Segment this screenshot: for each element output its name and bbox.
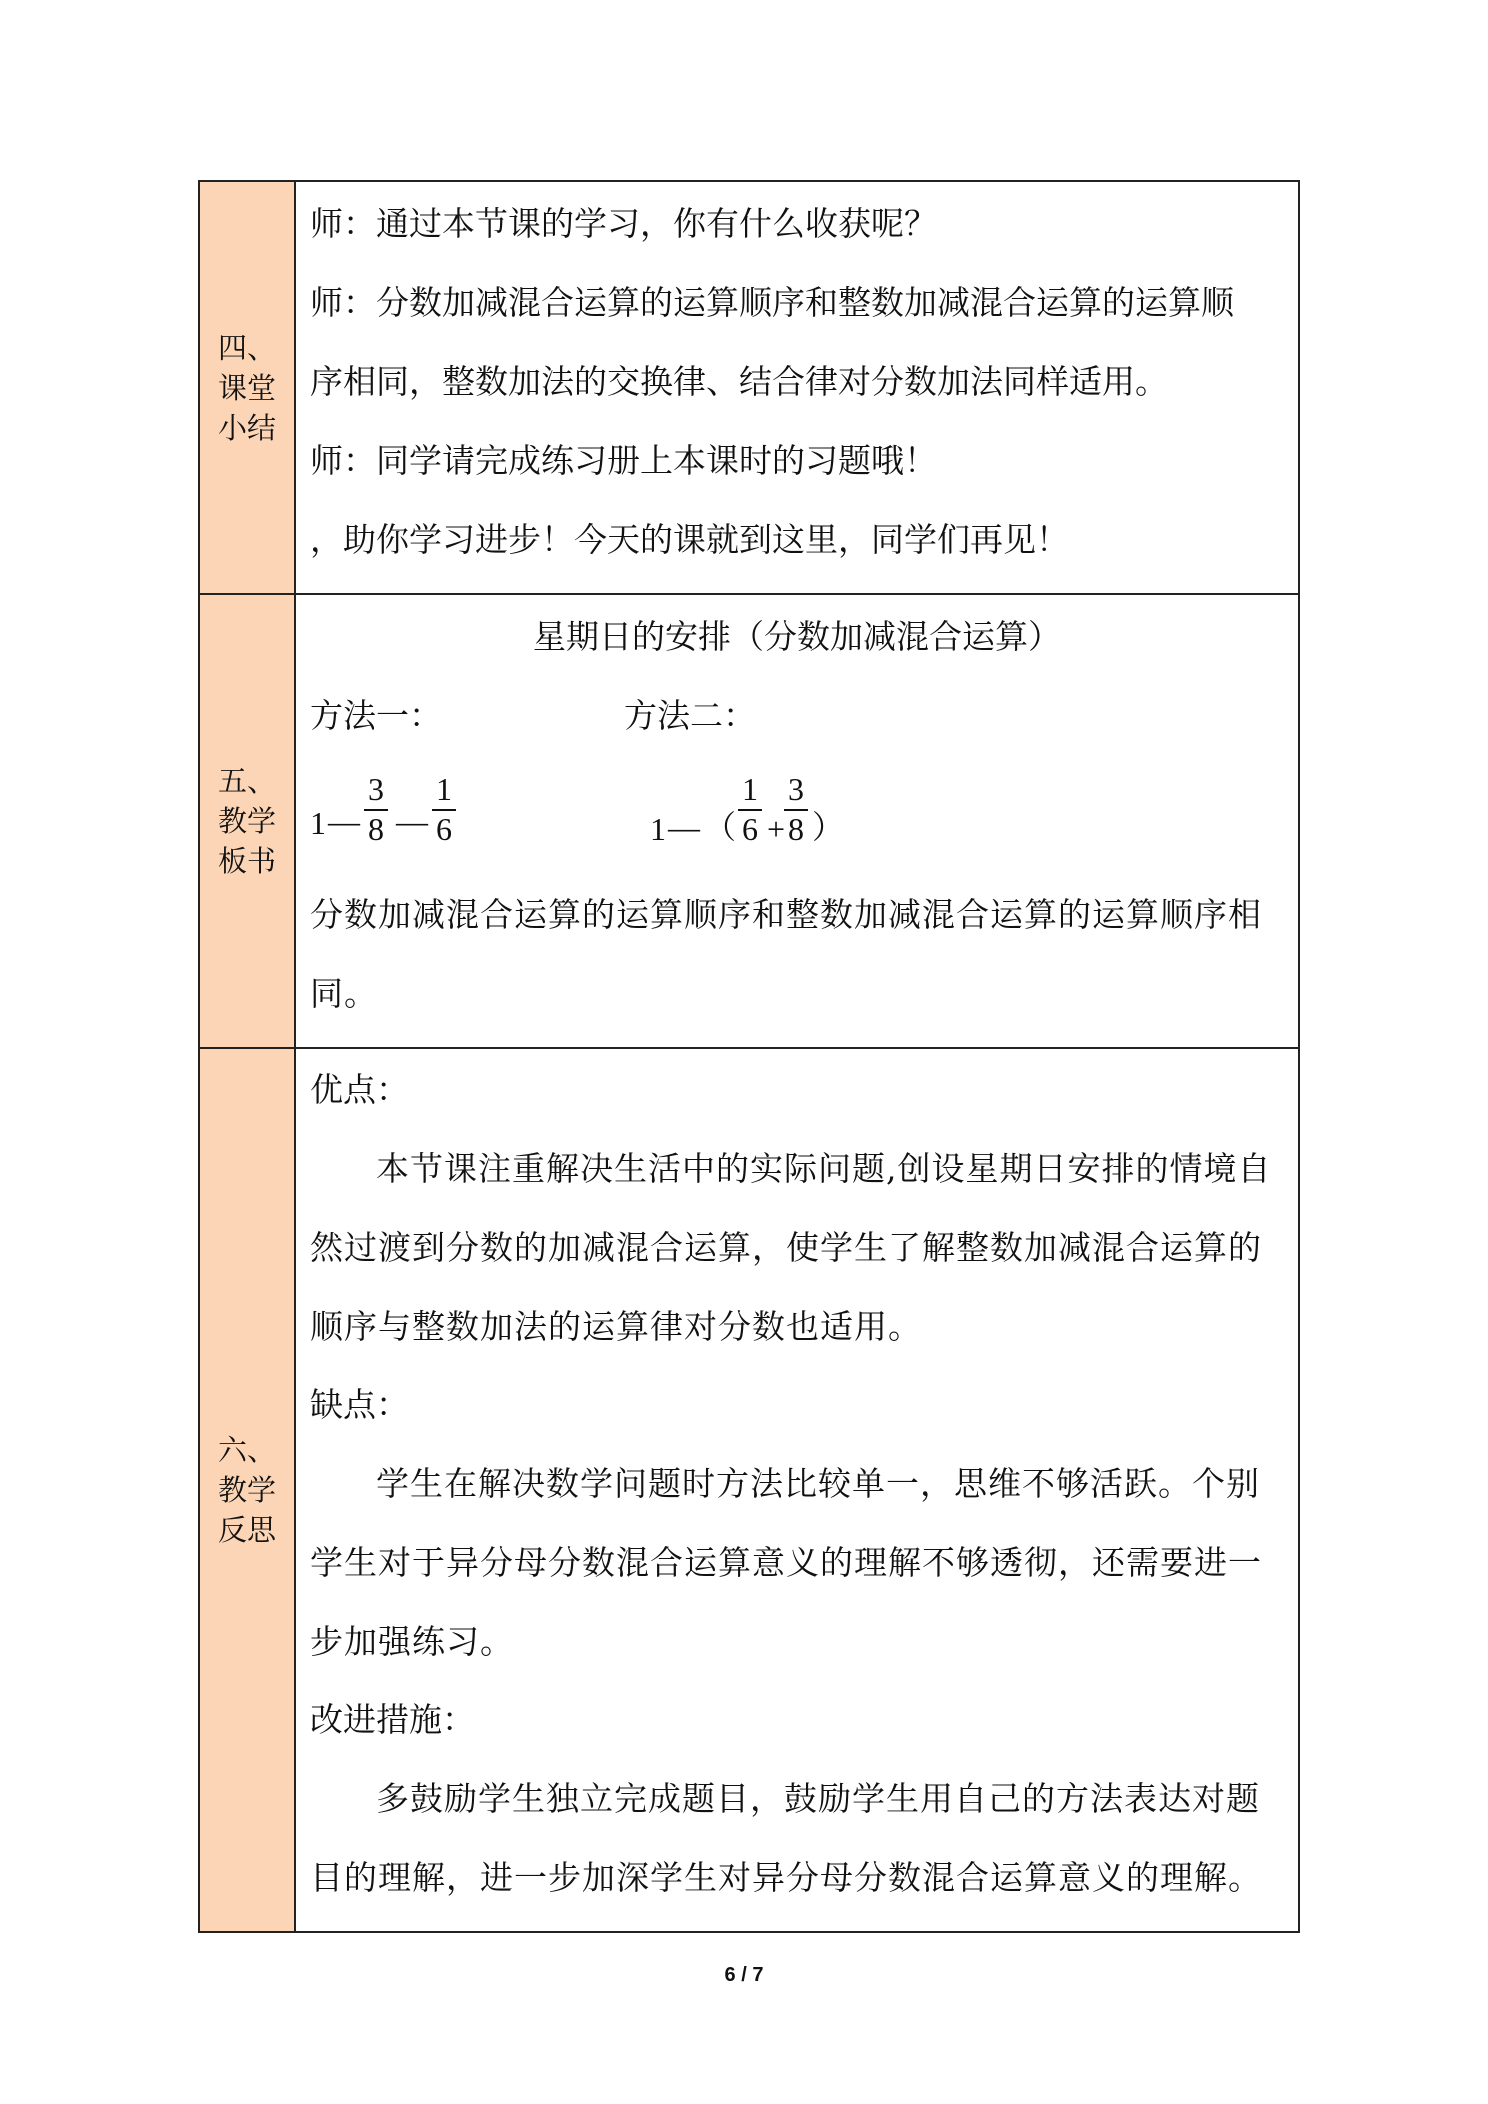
disadvantages-heading: 缺点：: [310, 1385, 409, 1424]
label-line: 教学: [217, 804, 276, 838]
formula2-plus: +: [767, 811, 786, 847]
label-line: 教学: [217, 1473, 276, 1507]
section-label-summary: [199, 181, 295, 594]
formula1-frac2-denominator: 6: [436, 811, 452, 847]
advantages-heading: 优点：: [310, 1070, 409, 1109]
formula-area: [310, 755, 1284, 875]
page-number: 6 / 7: [724, 1964, 764, 1986]
blackboard-content: [295, 594, 1299, 1048]
improvement-text: 多鼓励学生独立完成题目，鼓励学生用自己的方法表达对题目的理解，进一步加深学生对异分母分数混合运算意义的理解。: [310, 1779, 1262, 1897]
formula2-frac1-denominator: 6: [742, 811, 758, 847]
formula1-frac2-numerator: 1: [436, 771, 452, 807]
method-labels: [310, 676, 1284, 755]
formula2-close-paren: ）: [812, 809, 845, 845]
formula1-frac1-denominator: 8: [368, 811, 384, 847]
summary-line: ，助你学习进步！今天的课就到这里，同学们再见！: [310, 520, 1069, 559]
lesson-plan-table: [198, 180, 1300, 1933]
label-line: 四、: [217, 330, 276, 365]
formula2-whole: 1: [650, 811, 666, 847]
summary-line: 序相同，整数加法的交换律、结合律对分数加法同样适用。: [310, 362, 1168, 401]
formula2-frac2-numerator: 3: [788, 771, 804, 807]
method-two-label: 方法二：: [624, 696, 756, 735]
summary-line: 师：通过本节课的学习，你有什么收获呢？: [310, 204, 937, 243]
summary-row: [199, 181, 1299, 594]
formula1-frac1-numerator: 3: [368, 771, 384, 807]
formula2-frac1-numerator: 1: [742, 771, 758, 807]
blackboard-conclusion: 分数加减混合运算的运算顺序和整数加减混合运算的运算顺序相同。: [310, 895, 1262, 1013]
label-line: 反思: [217, 1513, 276, 1547]
summary-line: 师：同学请完成练习册上本课时的习题哦！: [310, 441, 937, 480]
label-line: 课堂: [217, 370, 276, 405]
reflection-row: [199, 1048, 1299, 1932]
formula2-frac2-denominator: 8: [788, 811, 804, 847]
formula1-minus-1: —: [328, 803, 360, 839]
reflection-content: [295, 1048, 1299, 1932]
label-line: 五、: [217, 764, 276, 798]
advantages-text: 本节课注重解决生活中的实际问题,创设星期日安排的情境自然过渡到分数的加减混合运算，使学生了解整数加减混合运算的顺序与整数加法的运算律对分数也适用。: [310, 1149, 1272, 1346]
summary-line: 师：分数加减混合运算的运算顺序和整数加减混合运算的运算顺: [310, 283, 1234, 322]
method-one-label: 方法一：: [310, 696, 442, 735]
improvement-heading: 改进措施：: [310, 1700, 475, 1739]
blackboard-row: [199, 594, 1299, 1048]
disadvantages-text: 学生在解决数学问题时方法比较单一，思维不够活跃。个别学生对于异分母分数混合运算意义的理解不够透彻，还需要进一步加强练习。: [310, 1464, 1262, 1661]
formula1-whole: 1: [310, 805, 326, 841]
section-label-blackboard: [199, 594, 295, 1048]
summary-content: [295, 181, 1299, 594]
label-line: 小结: [217, 410, 276, 445]
formula2-open-paren: （: [704, 809, 737, 845]
blackboard-title: 星期日的安排（分数加减混合运算）: [533, 617, 1061, 656]
label-line: 六、: [217, 1433, 276, 1467]
formula2-minus: —: [668, 809, 700, 845]
formula1-minus-2: —: [396, 803, 428, 839]
label-line: 板书: [217, 844, 276, 878]
section-label-reflection: [199, 1048, 295, 1932]
